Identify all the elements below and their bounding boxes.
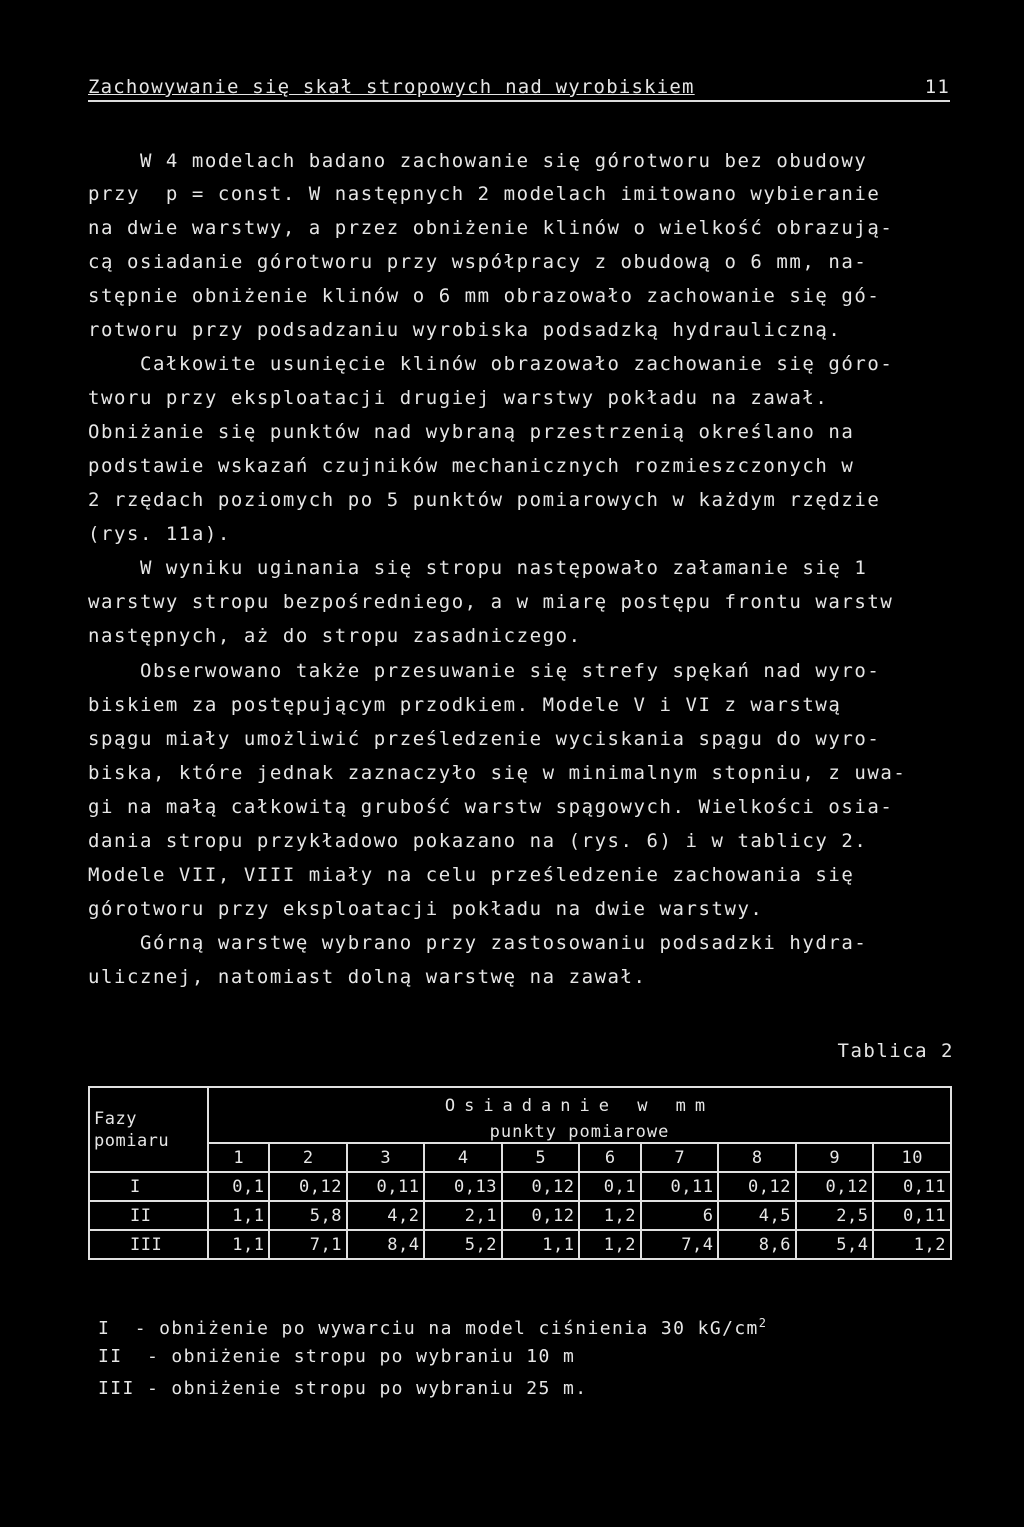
column-header: 6 <box>579 1143 640 1172</box>
body-line: rotworu przy podsadzaniu wyrobiska podsadzką hydrauliczną. <box>88 319 842 341</box>
column-header: 2 <box>269 1143 347 1172</box>
value-cell: 8,4 <box>347 1230 425 1259</box>
table-caption: Tablica 2 <box>837 1040 954 1062</box>
column-header: 8 <box>718 1143 796 1172</box>
body-line: cą osiadanie górotworu przy współpracy z obudową o 6 mm, na- <box>88 251 868 273</box>
value-cell: 0,12 <box>502 1201 580 1230</box>
body-line: następnych, aż do stropu zasadniczego. <box>88 625 582 647</box>
body-line: warstwy stropu bezpośredniego, a w miarę postępu frontu warstw <box>88 591 894 613</box>
value-cell: 0,12 <box>269 1172 347 1201</box>
body-line: przy p = const. W następnych 2 modelach imitowano wybieranie <box>88 183 881 205</box>
value-cell: 0,12 <box>796 1172 874 1201</box>
body-line: 2 rzędach poziomych po 5 punktów pomiarowych w każdym rzędzie <box>88 489 881 511</box>
value-cell: 0,11 <box>641 1172 719 1201</box>
column-header: 1 <box>208 1143 269 1172</box>
value-cell: 2,1 <box>424 1201 502 1230</box>
group-header-title: Osiadanie w mm <box>444 1096 715 1116</box>
value-cell: 2,5 <box>796 1201 874 1230</box>
body-line: biska, które jednak zaznaczyło się w minimalnym stopniu, z uwa- <box>88 762 907 784</box>
body-line: górotworu przy eksploatacji pokładu na dwie warstwy. <box>88 898 764 920</box>
value-cell: 0,13 <box>424 1172 502 1201</box>
value-cell: 5,4 <box>796 1230 874 1259</box>
data-table <box>88 1086 952 1260</box>
group-header <box>208 1087 951 1143</box>
legend-line <box>98 1377 587 1401</box>
body-line: Obserwowano także przesuwanie się strefy spękań nad wyro- <box>88 660 881 682</box>
column-header: 7 <box>641 1143 719 1172</box>
running-head <box>88 76 950 102</box>
value-cell: 0,11 <box>347 1172 425 1201</box>
body-line: W wyniku uginania się stropu następowało załamanie się 1 <box>88 557 868 579</box>
value-cell: 4,2 <box>347 1201 425 1230</box>
body-line: dania stropu przykładowo pokazano na (rys. 6) i w tablicy 2. <box>88 830 868 852</box>
legend-text: II - obniżenie stropu po wybraniu 10 m <box>98 1346 576 1367</box>
value-cell: 0,11 <box>873 1201 951 1230</box>
column-header-row <box>89 1143 951 1172</box>
body-line: Modele VII, VIII miały na celu prześledzenie zachowania się <box>88 864 855 886</box>
body-line: (rys. 11a). <box>88 523 231 545</box>
body-line: Całkowite usunięcie klinów obrazowało zachowanie się góro- <box>88 353 894 375</box>
phase-cell: I <box>89 1172 208 1201</box>
value-cell: 1,2 <box>873 1230 951 1259</box>
sub-header: punkty pomiarowe <box>489 1122 670 1142</box>
value-cell: 1,2 <box>579 1230 640 1259</box>
body-line: W 4 modelach badano zachowanie się górotworu bez obudowy <box>88 150 868 172</box>
value-cell: 7,1 <box>269 1230 347 1259</box>
legend-text: I - obniżenie po wywarciu na model ciśnienia 30 kG/cm <box>98 1318 759 1339</box>
body-line: Górną warstwę wybrano przy zastosowaniu podsadzki hydra- <box>88 932 868 954</box>
legend-superscript: 2 <box>758 1316 768 1330</box>
column-header: 10 <box>873 1143 951 1172</box>
phase-cell: III <box>89 1230 208 1259</box>
body-line: tworu przy eksploatacji drugiej warstwy pokładu na zawał. <box>88 387 829 409</box>
value-cell: 6 <box>641 1201 719 1230</box>
column-header: 3 <box>347 1143 425 1172</box>
body-line: gi na małą całkowitą grubość warstw spągowych. Wielkości osia- <box>88 796 894 818</box>
value-cell: 5,8 <box>269 1201 347 1230</box>
body-line: podstawie wskazań czujników mechanicznych rozmieszczonych w <box>88 455 855 477</box>
value-cell: 0,1 <box>579 1172 640 1201</box>
running-title: Zachowywanie się skał stropowych nad wyrobiskiem <box>88 76 695 98</box>
value-cell: 1,2 <box>579 1201 640 1230</box>
value-cell: 0,11 <box>873 1172 951 1201</box>
body-line: stępnie obniżenie klinów o 6 mm obrazowało zachowanie się gó- <box>88 285 881 307</box>
value-cell: 0,12 <box>718 1172 796 1201</box>
legend-text: III - obniżenie stropu po wybraniu 25 m. <box>98 1378 588 1399</box>
value-cell: 1,1 <box>208 1230 269 1259</box>
value-cell: 1,1 <box>502 1230 580 1259</box>
table-row <box>89 1201 951 1230</box>
body-line: spągu miały umożliwić prześledzenie wyciskania spągu do wyro- <box>88 728 881 750</box>
value-cell: 5,2 <box>424 1230 502 1259</box>
value-cell: 0,1 <box>208 1172 269 1201</box>
value-cell: 4,5 <box>718 1201 796 1230</box>
column-header: 4 <box>424 1143 502 1172</box>
table-row <box>89 1172 951 1201</box>
value-cell: 0,12 <box>502 1172 580 1201</box>
row-header-label: Fazy pomiaru <box>89 1087 208 1172</box>
body-line: Obniżanie się punktów nad wybraną przestrzenią określano na <box>88 421 855 443</box>
legend-line <box>98 1345 575 1369</box>
value-cell: 8,6 <box>718 1230 796 1259</box>
value-cell: 7,4 <box>641 1230 719 1259</box>
value-cell: 1,1 <box>208 1201 269 1230</box>
body-line: na dwie warstwy, a przez obniżenie klinów o wielkość obrazują- <box>88 217 894 239</box>
column-header: 9 <box>796 1143 874 1172</box>
table-header-row <box>89 1087 951 1143</box>
phase-cell: II <box>89 1201 208 1230</box>
body-line: ulicznej, natomiast dolną warstwę na zawał. <box>88 966 647 988</box>
body-line: biskiem za postępującym przodkiem. Modele V i VI z warstwą <box>88 694 842 716</box>
column-header: 5 <box>502 1143 580 1172</box>
legend-line <box>98 1311 767 1341</box>
table-row <box>89 1230 951 1259</box>
page-number: 11 <box>924 76 950 98</box>
